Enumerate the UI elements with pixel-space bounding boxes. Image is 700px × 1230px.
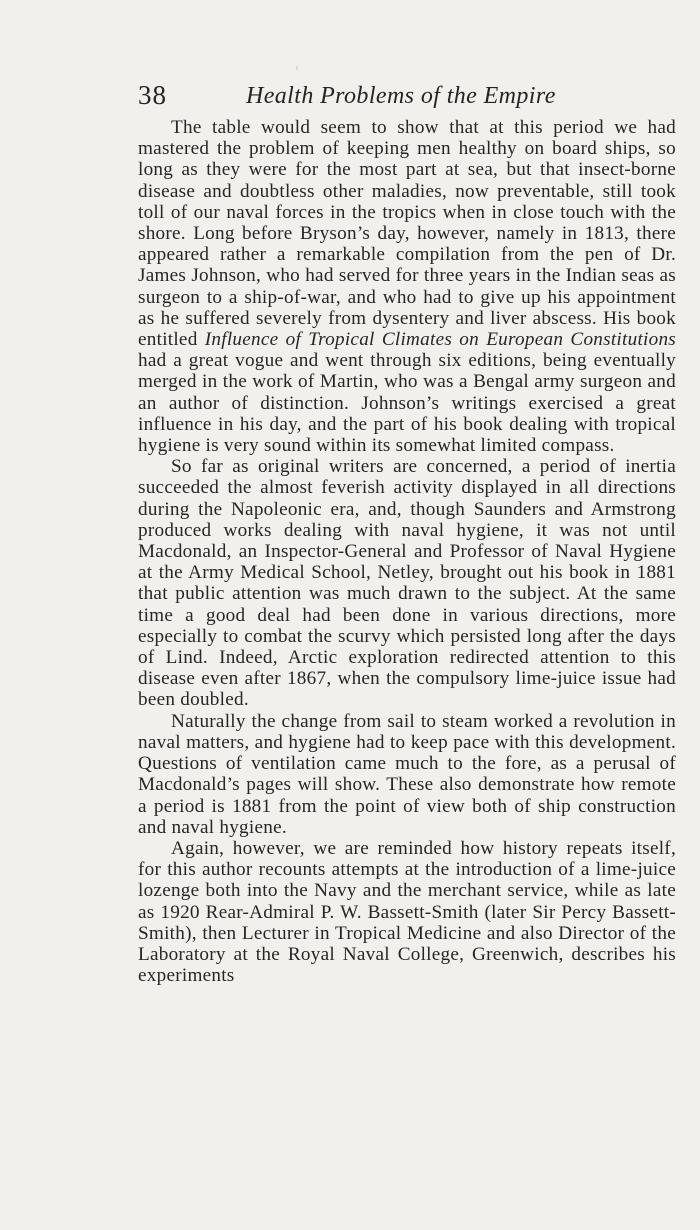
paragraph-4: Again, however, we are reminded how history repeats itself, for this author recounts attempts at the introduction of a lime-juice lozenge both into the Navy and the merchant service, while as late as 1920 Rear-Admiral P. W. Bassett-Smith (later Sir Percy Bassett-Smith), then Lecturer in Tropical Medicine and also Director of the Laboratory at the Royal Naval College, Greenwich, describes his experiments [138, 837, 676, 987]
running-title: Health Problems of the Empire [246, 83, 556, 109]
page-number: 38 [138, 80, 167, 110]
paragraph-1-text-before-title: The table would seem to show that at this period we had mastered the problem of keeping men healthy on board ships, so long as they were for the most part at sea, but that insect-borne disease and doubtless other maladies, now preventable, still took toll of our naval forces in the tropics when in close touch with the shore. Long before Bryson’s day, however, namely in 1813, there appeared rather a remarkable compilation from the pen of Dr. James Johnson, who had served for three years in the Indian seas as surgeon to a ship-of-war, and who had to give up his appointment as he suffered severely from dysentery and liver abscess. His book entitled [138, 117, 676, 351]
page-header [138, 78, 678, 114]
paragraph-2: So far as original writers are concerned, a period of inertia succeeded the almost feverish activity displayed in all directions during the Napoleonic era, and, though Saunders and Armstrong produced works dealing with naval hygiene, it was not until Macdonald, an Inspector-General and Professor of Naval Hygiene at the Army Medical School, Netley, brought out his book in 1881 that public attention was much drawn to the subject. At the same time a good deal had been done in various directions, more especially to combat the scurvy which persisted long after the days of Lind. Indeed, Arctic exploration redirected attention to this disease even after 1867, when the compulsory lime-juice issue had been doubled. [138, 456, 676, 711]
book-title: Influence of Tropical Climates on European Constitutions [204, 329, 677, 351]
paragraph-3: Naturally the change from sail to steam worked a revolution in naval matters, and hygiene had to keep pace with this development. Questions of ventilation came much to the fore, as a perusal of Macdonald’s pages will show. These also demonstrate how remote a period is 1881 from the point of view both of ship construction and naval hygiene. [138, 710, 676, 838]
paragraph-1-text-after-title: had a great vogue and went through six editions, being eventually merged in the work of Martin, who was a Bengal army surgeon and an author of distinction. Johnson’s writings exercised a great influence in his day, and the part of his book dealing with tropical hygiene is very sound within its somewhat limited compass. [138, 350, 676, 457]
paper-speck [296, 66, 298, 70]
body-text [138, 117, 676, 986]
paragraph-1 [138, 117, 676, 456]
